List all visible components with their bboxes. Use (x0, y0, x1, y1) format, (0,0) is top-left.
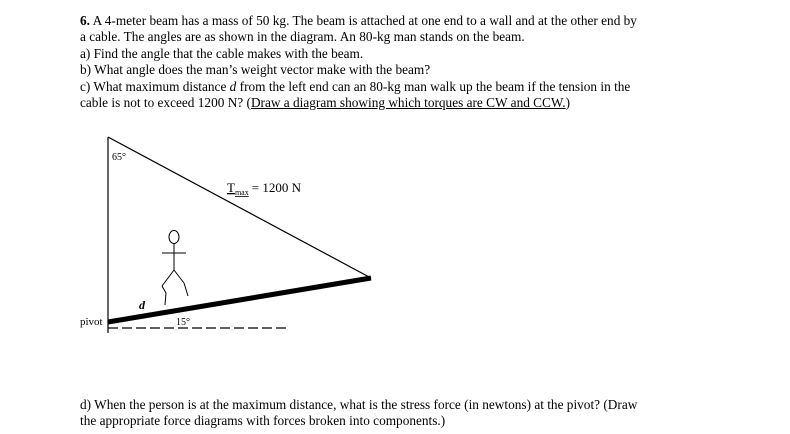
problem-number: 6. (80, 13, 90, 28)
part-d-question (80, 397, 770, 430)
part-a-question: a) Find the angle that the cable makes with the beam. (80, 45, 364, 61)
pivot-label: pivot (80, 316, 103, 328)
part-b-question: b) What angle does the man’s weight vector make with the beam? (80, 62, 431, 78)
part-d-line-2: the appropriate force diagrams with forces broken into components.) (80, 413, 446, 429)
diagram-instruction: Draw a diagram showing which torques are CW and CCW. (250, 95, 566, 111)
part-d-line-1: d) When the person is at the maximum distance, what is the stress force (in newtons) at the pivot? (Draw (80, 397, 638, 412)
angle-bottom-label: 15° (176, 317, 190, 328)
problem-intro: A 4-meter beam has a mass of 50 kg. The beam is attached at one end to a wall and at the other end by (92, 13, 637, 28)
tension-value: = 1200 N (251, 180, 301, 195)
tension-symbol: T (227, 180, 235, 195)
stick-figure-icon (162, 231, 188, 306)
tension-subscript: max (234, 188, 249, 197)
cable-line (108, 137, 371, 278)
tension-label (227, 180, 302, 197)
beam (108, 278, 371, 322)
problem-line-2: a cable. The angles are as shown in the diagram. An 80-kg man stands on the beam. (80, 29, 525, 45)
part-c-question-line-2: cable is not to exceed 1200 N? (Draw a diagram showing which torques are CW and CCW.) (80, 95, 571, 111)
angle-top-label: 65° (112, 152, 126, 163)
part-c-question: c) What maximum distance d from the left end can an 80-kg man walk up the beam if the tension in the (80, 78, 631, 94)
distance-label: d (139, 298, 145, 312)
distance-variable: d (229, 78, 237, 94)
